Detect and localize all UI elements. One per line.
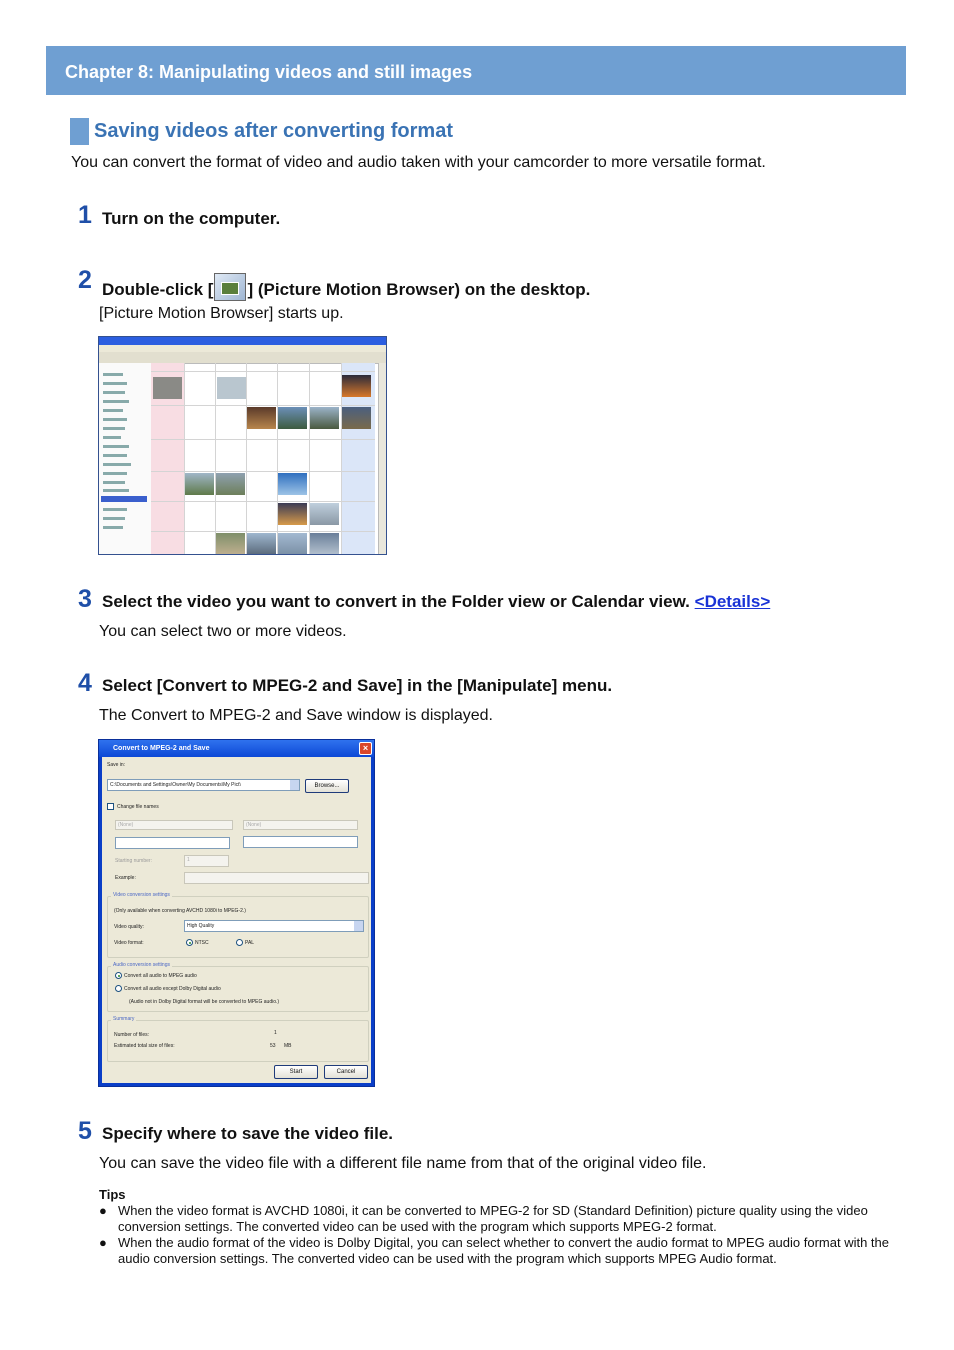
starting-number-value: 1 <box>187 857 190 863</box>
chapter-title: Chapter 8: Manipulating videos and still images <box>65 62 473 82</box>
window-titlebar <box>99 337 386 345</box>
step-2-text-before: Double-click [ <box>102 280 214 299</box>
step-sub-5: You can save the video file with a different file name from that of the original video file. <box>99 1155 707 1172</box>
video-note: (Only available when converting AVCHD 1080i to MPEG-2.) <box>114 908 246 914</box>
save-in-value: C:\Documents and Settings\Owner\My Documents\My Pict\ <box>110 782 241 788</box>
total-size-unit: MB <box>284 1043 292 1049</box>
number-of-files-label: Number of files: <box>114 1032 150 1038</box>
bullet-icon: ● <box>99 1203 107 1218</box>
example-label: Example: <box>115 875 136 881</box>
chevron-down-icon[interactable] <box>354 921 363 931</box>
video-quality-select[interactable] <box>184 920 364 932</box>
change-file-names-checkbox[interactable] <box>107 803 114 810</box>
picture-motion-browser-screenshot <box>98 336 387 555</box>
step-text-4: Select [Convert to MPEG-2 and Save] in the [Manipulate] menu. <box>102 676 613 695</box>
step-text-5: Specify where to save the video file. <box>102 1124 393 1143</box>
ntsc-label: NTSC <box>195 940 209 946</box>
section-heading <box>70 117 453 145</box>
tip-item <box>99 1203 889 1235</box>
starting-number-field[interactable] <box>184 855 229 867</box>
video-quality-label: Video quality: <box>114 924 144 930</box>
folder-tree <box>99 363 152 555</box>
video-quality-value: High Quality <box>187 923 215 929</box>
step-text-2 <box>102 273 590 301</box>
video-settings-title: Video conversion settings <box>113 892 170 898</box>
audio-option-2-radio[interactable] <box>115 985 122 992</box>
intro-text: You can convert the format of video and audio taken with your camcorder to more versatile format. <box>71 154 766 171</box>
step-number-2: 2 <box>78 266 92 294</box>
save-in-label: Save in: <box>107 762 126 768</box>
step-number-3: 3 <box>78 585 92 613</box>
chevron-down-icon[interactable] <box>290 780 299 790</box>
step-sub-3: You can select two or more videos. <box>99 623 347 640</box>
close-icon[interactable]: × <box>359 742 372 755</box>
tip-text-2: When the audio format of the video is Dolby Digital, you can select whether to convert the audio format to MPEG audio format with the audio conversion settings. The converted video can be used with the program which supports MPEG Audio format. <box>118 1235 890 1266</box>
audio-option-1-label: Convert all audio to MPEG audio <box>124 973 197 979</box>
calendar-view <box>151 363 381 555</box>
total-size-label: Estimated total size of files: <box>114 1043 175 1049</box>
ntsc-radio[interactable] <box>186 939 193 946</box>
section-marker <box>70 118 89 145</box>
tip-text-1: When the video format is AVCHD 1080i, it can be converted to MPEG-2 for SD (Standard Definition) picture quality using the video conversion settings. The converted video can be used with the program which supports MPEG-2 format. <box>118 1203 868 1234</box>
name-part-1-select[interactable] <box>115 820 233 830</box>
name-part-2-value: (None) <box>246 822 262 828</box>
step-number-5: 5 <box>78 1117 92 1145</box>
browse-button[interactable]: Browse... <box>305 779 349 793</box>
name-part-1-value: (None) <box>118 822 134 828</box>
total-size-value: 53 <box>270 1043 276 1049</box>
window-menubar <box>99 345 386 352</box>
section-title: Saving videos after converting format <box>94 119 453 142</box>
tips-heading: Tips <box>99 1187 126 1202</box>
number-of-files-value: 1 <box>274 1030 277 1036</box>
scrollbar <box>378 363 386 555</box>
selected-folder <box>101 496 147 502</box>
details-link[interactable]: <Details> <box>694 592 771 611</box>
pal-radio[interactable] <box>236 939 243 946</box>
video-format-label: Video format: <box>114 940 144 946</box>
picture-motion-browser-icon <box>214 273 246 301</box>
tips-list <box>99 1203 889 1267</box>
audio-option-2-label: Convert all audio except Dolby Digital audio <box>124 986 221 992</box>
audio-settings-title: Audio conversion settings <box>113 962 170 968</box>
name-part-1-input[interactable] <box>115 837 230 849</box>
step-text-3 <box>102 592 770 612</box>
audio-note: (Audio not in Dolby Digital format will be converted to MPEG audio.) <box>129 999 280 1005</box>
audio-option-1-radio[interactable] <box>115 972 122 979</box>
starting-number-label: Starting number: <box>115 858 152 864</box>
summary-group <box>107 1020 369 1062</box>
bullet-icon: ● <box>99 1235 107 1250</box>
name-part-2-input[interactable] <box>243 836 358 848</box>
name-part-2-select[interactable] <box>243 820 358 830</box>
step-3-text: Select the video you want to convert in the Folder view or Calendar view. <box>102 592 690 611</box>
dialog-body <box>102 757 371 1083</box>
example-field <box>184 872 369 884</box>
dialog-title: Convert to MPEG-2 and Save <box>99 740 374 757</box>
chapter-header <box>46 46 906 95</box>
step-number-1: 1 <box>78 201 92 229</box>
step-2-text-after: ] (Picture Motion Browser) on the desktop. <box>247 280 591 299</box>
cancel-button[interactable]: Cancel <box>324 1065 368 1079</box>
change-file-names-label: Change file names <box>117 804 159 810</box>
pal-label: PAL <box>245 940 255 946</box>
tip-item <box>99 1235 889 1267</box>
step-sub-2: [Picture Motion Browser] starts up. <box>99 305 344 322</box>
start-button[interactable]: Start <box>274 1065 318 1079</box>
summary-title: Summary <box>113 1016 135 1022</box>
convert-dialog-screenshot <box>98 739 375 1087</box>
step-text-1: Turn on the computer. <box>102 209 281 228</box>
save-in-field[interactable] <box>107 779 300 791</box>
step-number-4: 4 <box>78 669 92 697</box>
step-sub-4: The Convert to MPEG-2 and Save window is displayed. <box>99 707 493 724</box>
